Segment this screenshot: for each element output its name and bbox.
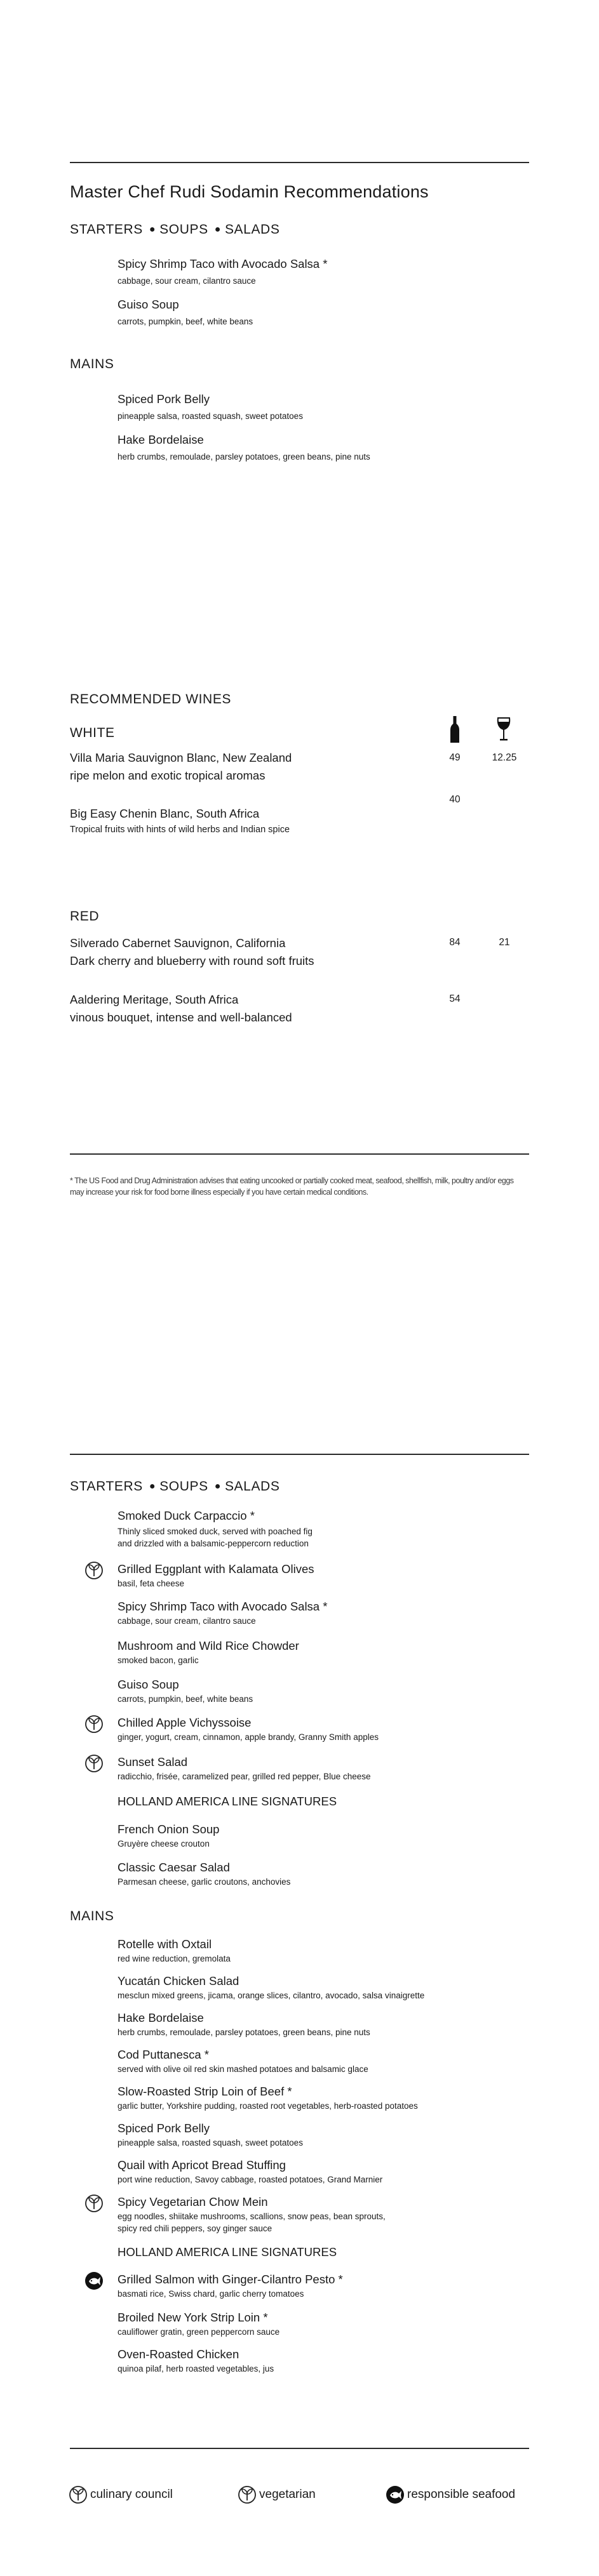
section-heading-mains: MAINS	[70, 1909, 114, 1923]
wine-item: Big Easy Chenin Blanc, South Africa Tropical fruits with hints of wild herbs and Indian spice	[70, 807, 290, 835]
page-title: Master Chef Rudi Sodamin Recommendations	[70, 182, 429, 201]
vegetarian-icon	[84, 1754, 104, 1773]
glass-price: 21	[499, 937, 510, 948]
menu-item: Grilled Eggplant with Kalamata Olives basil, feta cheese	[118, 1562, 314, 1588]
bottle-price: 40	[449, 794, 461, 805]
glass-icon	[497, 717, 511, 741]
menu-item: Spicy Shrimp Taco with Avocado Salsa * cabbage, sour cream, cilantro sauce	[118, 257, 328, 286]
signatures-heading: HOLLAND AMERICA LINE SIGNATURES	[118, 1795, 337, 1808]
legend-vegetarian: vegetarian	[238, 2485, 316, 2504]
legend-culinary-council: culinary council	[69, 2485, 173, 2504]
wine-item: Villa Maria Sauvignon Blanc, New Zealand ripe melon and exotic tropical aromas	[70, 751, 292, 782]
vegetarian-icon	[238, 2485, 257, 2504]
section-heading-white: WHITE	[70, 726, 115, 740]
top-rule-page2	[70, 1454, 529, 1455]
wine-item: Aaldering Meritage, South Africa vinous bouquet, intense and well-balanced	[70, 993, 292, 1024]
bottle-price: 49	[449, 752, 461, 763]
menu-item: Chilled Apple Vichyssoise ginger, yogurt, cream, cinnamon, apple brandy, Granny Smith apples	[118, 1716, 379, 1742]
culinary-council-icon	[69, 2485, 88, 2504]
menu-item: Guiso Soup carrots, pumpkin, beef, white beans	[118, 1678, 253, 1704]
menu-item: Sunset Salad radicchio, frisée, caramelized pear, grilled red pepper, Blue cheese	[118, 1755, 371, 1781]
signatures-heading: HOLLAND AMERICA LINE SIGNATURES	[118, 2245, 337, 2259]
footnote: * The US Food and Drug Administration advises that eating uncooked or partially cooked meat, seafood, shellfish, milk, poultry and/or eggs may increase your risk for food borne illness especially if you have certain medical conditions.	[70, 1176, 514, 1197]
menu-item: Spicy Vegetarian Chow Mein egg noodles, shiitake mushrooms, scallions, snow peas, bean sprouts, spicy red chili peppers, soy ginger sauce	[118, 2195, 386, 2233]
section-heading-starters: STARTERS ● SOUPS ● SALADS	[70, 222, 280, 237]
menu-item: Classic Caesar Salad Parmesan cheese, garlic croutons, anchovies	[118, 1861, 291, 1887]
menu-item: Spiced Pork Belly pineapple salsa, roasted squash, sweet potatoes	[118, 392, 303, 421]
menu-item: Smoked Duck Carpaccio * Thinly sliced smoked duck, served with poached fig and drizzled with a balsamic-peppercorn reduction	[118, 1509, 313, 1548]
legend-responsible-seafood: responsible seafood	[386, 2485, 515, 2504]
glass-price: 12.25	[492, 752, 517, 763]
bottle-icon	[450, 716, 460, 743]
menu-item: Spicy Shrimp Taco with Avocado Salsa * cabbage, sour cream, cilantro sauce	[118, 1600, 328, 1626]
section-heading-wines: RECOMMENDED WINES	[70, 692, 232, 707]
top-rule-page1	[70, 162, 529, 163]
menu-item: Slow-Roasted Strip Loin of Beef * garlic butter, Yorkshire pudding, roasted root vegetables, herb-roasted potatoes	[118, 2085, 418, 2111]
menu-item: Spiced Pork Belly pineapple salsa, roasted squash, sweet potatoes	[118, 2121, 303, 2148]
menu-item: Yucatán Chicken Salad mesclun mixed greens, jicama, orange slices, cilantro, avocado, salsa vinaigrette	[118, 1974, 425, 2000]
vegetarian-icon	[84, 2194, 104, 2213]
responsible-seafood-icon	[386, 2485, 405, 2504]
menu-item: Oven-Roasted Chicken quinoa pilaf, herb roasted vegetables, jus	[118, 2347, 274, 2374]
menu-item: Hake Bordelaise herb crumbs, remoulade, parsley potatoes, green beans, pine nuts	[118, 433, 370, 461]
footnote-rule	[70, 1153, 529, 1155]
bottle-price: 54	[449, 993, 461, 1004]
bottle-price: 84	[449, 937, 461, 948]
menu-item: Rotelle with Oxtail red wine reduction, gremolata	[118, 1937, 231, 1963]
menu-item: Hake Bordelaise herb crumbs, remoulade, parsley potatoes, green beans, pine nuts	[118, 2011, 370, 2037]
menu-item: Mushroom and Wild Rice Chowder smoked bacon, garlic	[118, 1639, 299, 1665]
menu-item: Broiled New York Strip Loin * cauliflower gratin, green peppercorn sauce	[118, 2311, 280, 2337]
menu-item: French Onion Soup Gruyère cheese crouton	[118, 1822, 220, 1849]
menu-item: Quail with Apricot Bread Stuffing port wine reduction, Savoy cabbage, roasted potatoes, Grand Marnier	[118, 2158, 383, 2184]
section-heading-mains: MAINS	[70, 357, 114, 371]
vegetarian-icon	[84, 1715, 104, 1734]
menu-item: Cod Puttanesca * served with olive oil red skin mashed potatoes and balsamic glace	[118, 2048, 368, 2074]
menu-item: Grilled Salmon with Ginger-Cilantro Pesto * basmati rice, Swiss chard, garlic cherry tomatoes	[118, 2273, 343, 2299]
responsible-seafood-icon	[84, 2271, 104, 2290]
section-heading-red: RED	[70, 909, 100, 924]
legend-rule	[70, 2448, 529, 2449]
section-heading-starters: STARTERS ● SOUPS ● SALADS	[70, 1479, 280, 1494]
wine-item: Silverado Cabernet Sauvignon, California Dark cherry and blueberry with round soft fruits	[70, 936, 314, 967]
vegetarian-icon	[84, 1561, 104, 1580]
menu-item: Guiso Soup carrots, pumpkin, beef, white beans	[118, 298, 253, 326]
